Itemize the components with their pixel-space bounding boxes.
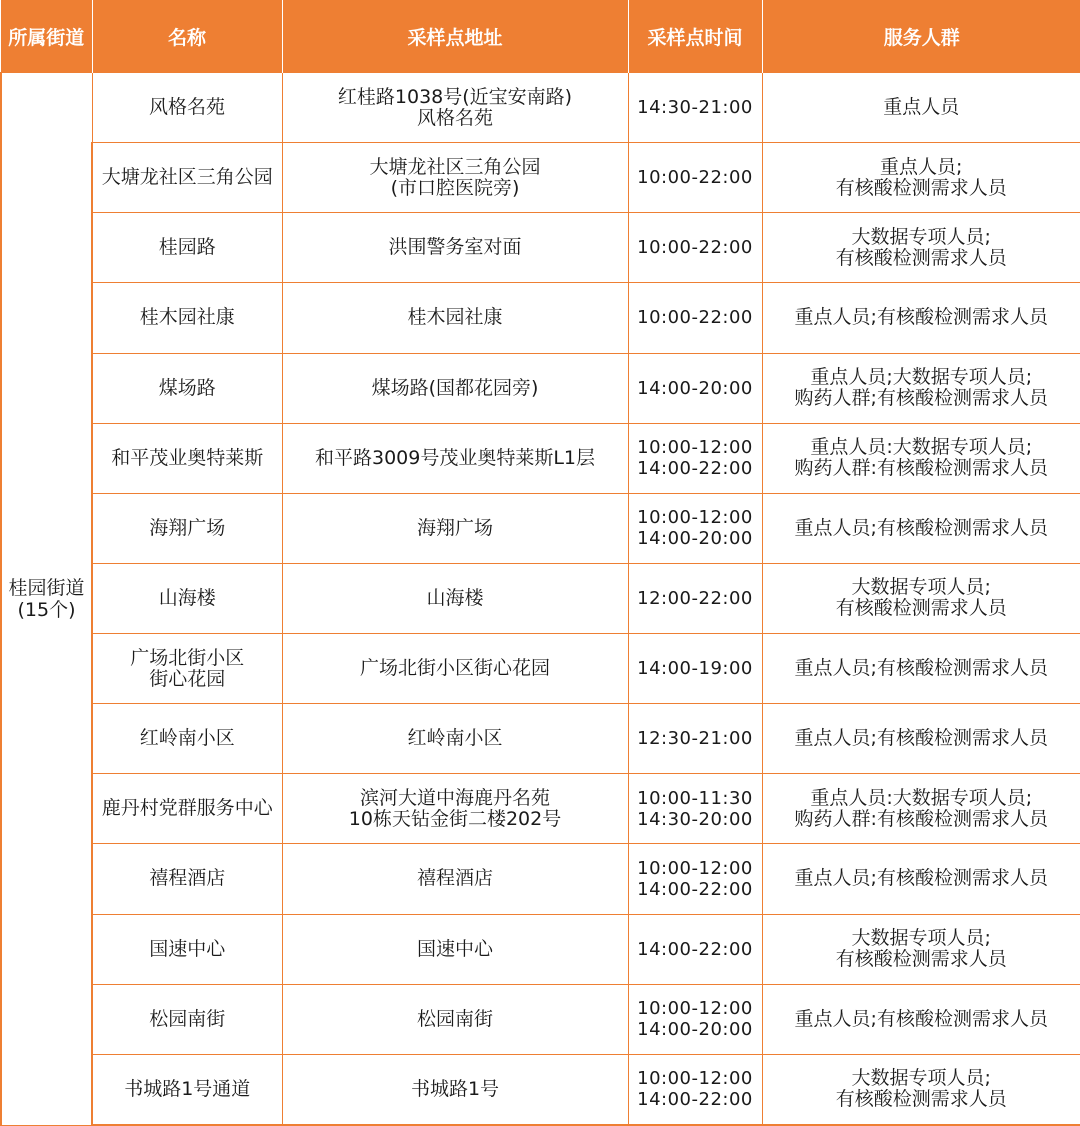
site-address: 大塘龙社区三角公园 (市口腔医院旁)	[282, 143, 628, 213]
site-service: 大数据专项人员; 有核酸检测需求人员	[762, 1054, 1080, 1125]
site-name: 广场北街小区 街心花园	[92, 634, 282, 704]
site-address: 书城路1号	[282, 1054, 628, 1125]
table-row	[1, 984, 1080, 1054]
site-name: 煤场路	[92, 353, 282, 423]
table-row	[1, 844, 1080, 914]
site-time: 10:00-12:00 14:00-22:00	[628, 844, 762, 914]
site-time: 12:30-21:00	[628, 704, 762, 774]
table-row	[1, 493, 1080, 563]
site-time: 10:00-12:00 14:00-22:00	[628, 1054, 762, 1125]
site-time: 12:00-22:00	[628, 563, 762, 633]
header-service: 服务人群	[762, 0, 1080, 73]
table-row	[1, 213, 1080, 283]
table-row	[1, 563, 1080, 633]
site-service: 重点人员;有核酸检测需求人员	[762, 283, 1080, 353]
district-cell: 桂园街道 (15个)	[1, 73, 92, 1126]
table-row	[1, 774, 1080, 844]
header-row	[1, 0, 1080, 73]
site-service: 大数据专项人员; 有核酸检测需求人员	[762, 563, 1080, 633]
site-address: 滨河大道中海鹿丹名苑 10栋天钻金街二楼202号	[282, 774, 628, 844]
site-name: 鹿丹村党群服务中心	[92, 774, 282, 844]
site-service: 重点人员;大数据专项人员; 购药人群;有核酸检测需求人员	[762, 353, 1080, 423]
site-address: 国速中心	[282, 914, 628, 984]
site-time: 14:00-19:00	[628, 634, 762, 704]
site-name: 书城路1号通道	[92, 1054, 282, 1125]
site-address: 广场北街小区街心花园	[282, 634, 628, 704]
table-row	[1, 423, 1080, 493]
site-time: 10:00-12:00 14:00-20:00	[628, 493, 762, 563]
site-time: 10:00-22:00	[628, 143, 762, 213]
table-row	[1, 353, 1080, 423]
header-address: 采样点地址	[282, 0, 628, 73]
site-address: 煤场路(国都花园旁)	[282, 353, 628, 423]
site-address: 禧程酒店	[282, 844, 628, 914]
site-name: 山海楼	[92, 563, 282, 633]
site-time: 10:00-22:00	[628, 213, 762, 283]
site-service: 重点人员;有核酸检测需求人员	[762, 704, 1080, 774]
site-name: 风格名苑	[92, 73, 282, 143]
site-name: 禧程酒店	[92, 844, 282, 914]
site-service: 重点人员:大数据专项人员; 购药人群:有核酸检测需求人员	[762, 423, 1080, 493]
site-address: 桂木园社康	[282, 283, 628, 353]
site-time: 10:00-11:30 14:30-20:00	[628, 774, 762, 844]
table-row	[1, 73, 1080, 143]
site-address: 海翔广场	[282, 493, 628, 563]
table-row	[1, 704, 1080, 774]
site-service: 重点人员	[762, 73, 1080, 143]
site-service: 重点人员;有核酸检测需求人员	[762, 634, 1080, 704]
site-time: 10:00-22:00	[628, 283, 762, 353]
site-address: 红桂路1038号(近宝安南路) 风格名苑	[282, 73, 628, 143]
site-name: 大塘龙社区三角公园	[92, 143, 282, 213]
site-service: 大数据专项人员; 有核酸检测需求人员	[762, 213, 1080, 283]
site-service: 重点人员;有核酸检测需求人员	[762, 844, 1080, 914]
site-name: 桂木园社康	[92, 283, 282, 353]
site-address: 松园南街	[282, 984, 628, 1054]
site-time: 10:00-12:00 14:00-22:00	[628, 423, 762, 493]
site-name: 和平茂业奥特莱斯	[92, 423, 282, 493]
table-header	[1, 0, 1080, 73]
site-service: 重点人员:大数据专项人员; 购药人群:有核酸检测需求人员	[762, 774, 1080, 844]
header-district: 所属街道	[1, 0, 92, 73]
site-service: 重点人员; 有核酸检测需求人员	[762, 143, 1080, 213]
site-service: 重点人员;有核酸检测需求人员	[762, 984, 1080, 1054]
site-name: 松园南街	[92, 984, 282, 1054]
header-name: 名称	[92, 0, 282, 73]
site-name: 桂园路	[92, 213, 282, 283]
site-time: 14:00-22:00	[628, 914, 762, 984]
site-address: 和平路3009号茂业奥特莱斯L1层	[282, 423, 628, 493]
site-name: 海翔广场	[92, 493, 282, 563]
site-time: 10:00-12:00 14:00-20:00	[628, 984, 762, 1054]
table-row	[1, 634, 1080, 704]
site-service: 重点人员;有核酸检测需求人员	[762, 493, 1080, 563]
site-time: 14:00-20:00	[628, 353, 762, 423]
table-body	[1, 73, 1080, 1126]
site-address: 山海楼	[282, 563, 628, 633]
table-row	[1, 914, 1080, 984]
site-service: 大数据专项人员; 有核酸检测需求人员	[762, 914, 1080, 984]
site-name: 国速中心	[92, 914, 282, 984]
site-address: 洪围警务室对面	[282, 213, 628, 283]
site-address: 红岭南小区	[282, 704, 628, 774]
table-row	[1, 1054, 1080, 1125]
table-row	[1, 143, 1080, 213]
table-row	[1, 283, 1080, 353]
site-name: 红岭南小区	[92, 704, 282, 774]
header-time: 采样点时间	[628, 0, 762, 73]
site-time: 14:30-21:00	[628, 73, 762, 143]
